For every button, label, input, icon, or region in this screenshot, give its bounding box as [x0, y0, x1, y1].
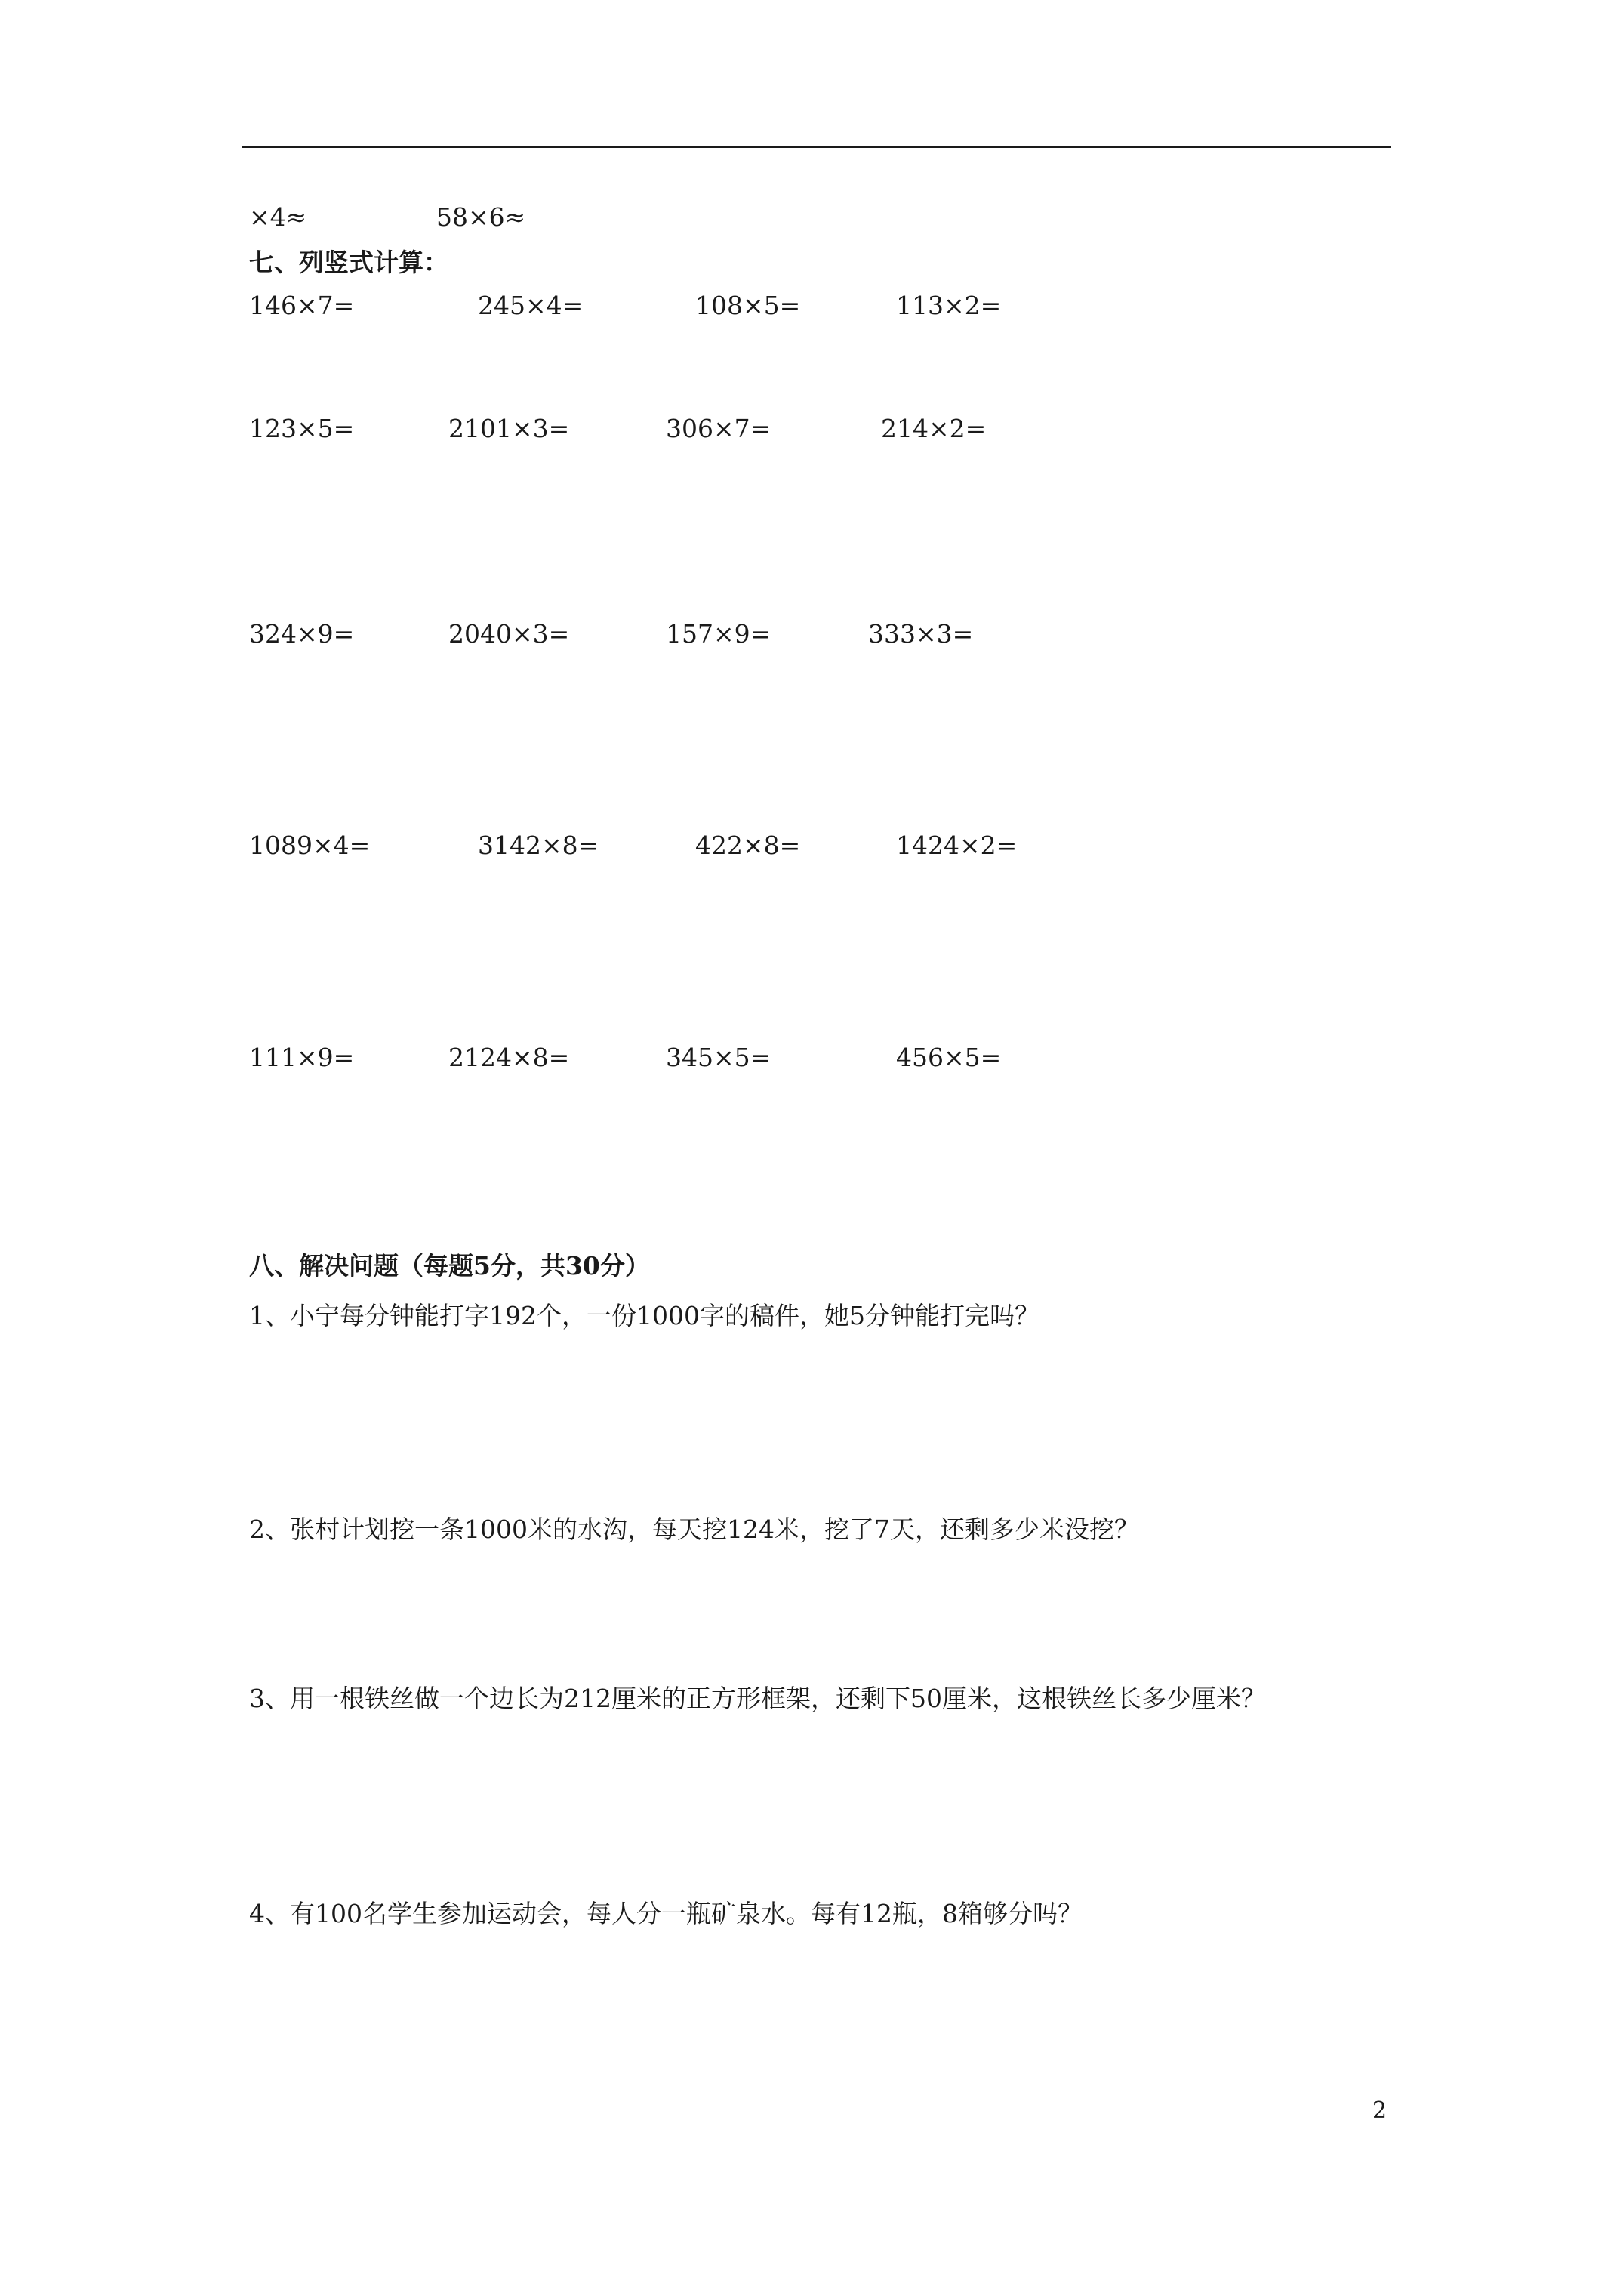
problem-4: 4、有100名学生参加运动会，每人分一瓶矿泉水。每有12瓶，8箱够分吗？: [249, 1899, 1083, 1928]
calc-item: 456×5=: [896, 1043, 1002, 1072]
calc-item: 324×9=: [249, 619, 355, 649]
calc-item: 422×8=: [695, 831, 801, 860]
calc-item: 2101×3=: [448, 414, 570, 443]
section7-title: 七、列竖式计算：: [249, 248, 448, 277]
calc-item: 157×9=: [666, 619, 771, 649]
calc-item: 345×5=: [666, 1043, 771, 1072]
calc-item: 245×4=: [478, 291, 584, 320]
top-fragment-1: ×4≈: [249, 202, 307, 232]
calc-item: 333×3=: [868, 619, 974, 649]
page-number: 2: [1372, 2097, 1387, 2124]
calc-item: 1089×4=: [249, 831, 371, 860]
top-fragment-2: 58×6≈: [436, 202, 526, 232]
problem-1: 1、小宁每分钟能打字192个，一份1000字的稿件，她5分钟能打完吗？: [249, 1301, 1039, 1330]
calc-item: 146×7=: [249, 291, 355, 320]
problem-3: 3、用一根铁丝做一个边长为212厘米的正方形框架，还剩下50厘米，这根铁丝长多少厘米？: [249, 1684, 1266, 1713]
calc-item: 108×5=: [695, 291, 801, 320]
calc-item: 123×5=: [249, 414, 355, 443]
calc-item: 1424×2=: [896, 831, 1018, 860]
header-rule: [242, 146, 1391, 148]
calc-item: 111×9=: [249, 1043, 355, 1072]
problem-2: 2、张村计划挖一条1000米的水沟，每天挖124米，挖了7天，还剩多少米没挖？: [249, 1515, 1139, 1544]
calc-item: 113×2=: [896, 291, 1002, 320]
calc-item: 2040×3=: [448, 619, 570, 649]
calc-item: 214×2=: [881, 414, 987, 443]
calc-item: 306×7=: [666, 414, 771, 443]
section8-title: 八、解决问题（每题5分，共30分）: [249, 1251, 650, 1281]
calc-item: 3142×8=: [478, 831, 599, 860]
calc-item: 2124×8=: [448, 1043, 570, 1072]
